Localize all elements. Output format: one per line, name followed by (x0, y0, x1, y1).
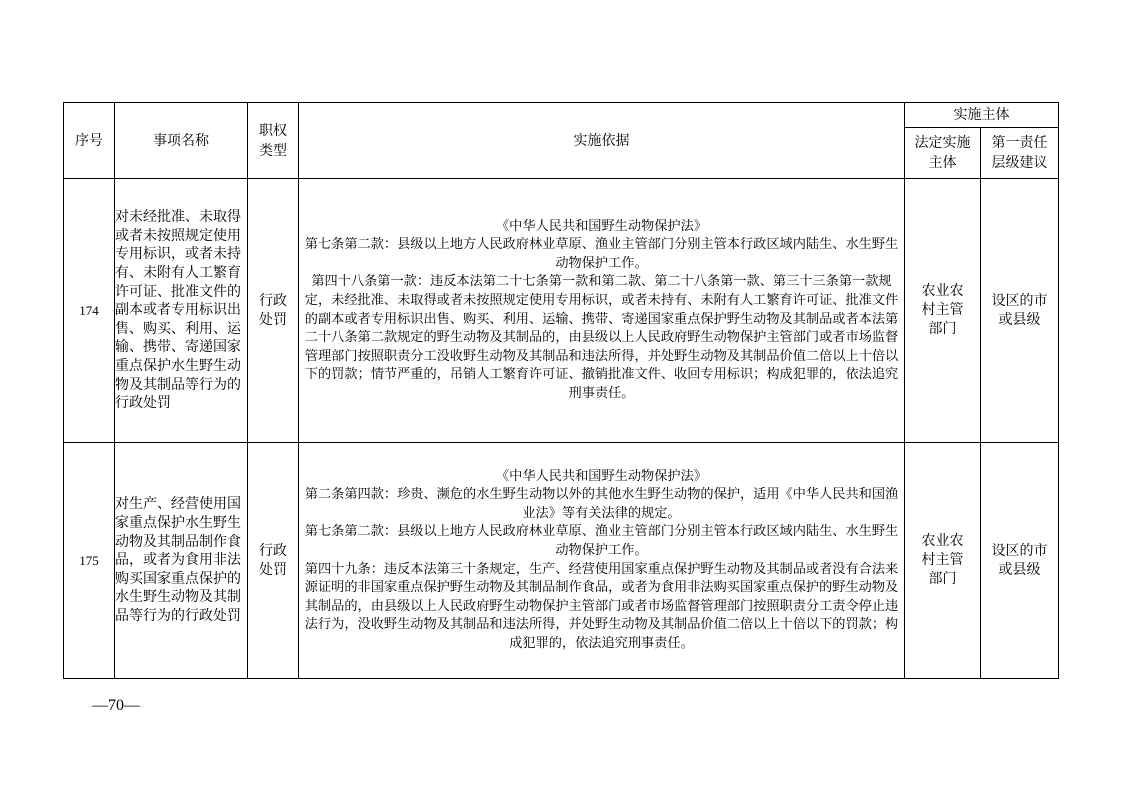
basis-law-title: 《中华人民共和国野生动物保护法》 (496, 218, 707, 234)
header-legal-subject: 法定实施主体 (905, 128, 981, 179)
basis-clause: 第七条第二款：县级以上地方人民政府林业草原、渔业主管部门分别主管本行政区域内陆生、水生野生动物保护工作。 (304, 237, 899, 271)
table-row (64, 179, 1059, 443)
item-name-text: 对生产、经营使用国家重点保护水生野生动物及其制品制作食品，或者为食用非法购买国家重点保护的水生野生动物及其制品等行为的行政处罚 (115, 496, 241, 624)
row-item-name (115, 443, 248, 679)
item-name-text: 对未经批准、未取得或者未按照规定使用专用标识，或者未持有、未附有人工繁育许可证、批准文件的副本或者专用标识出售、购买、利用、运输、携带、寄递国家重点保护水生野生动物及其制品等行为的行政处罚 (115, 209, 241, 412)
header-power-type: 职权类型 (248, 103, 299, 179)
row-power-type: 行政处罚 (248, 179, 299, 443)
header-first-level: 第一责任层级建议 (981, 128, 1059, 179)
row-legal-subject: 农业农村主管部门 (905, 443, 981, 679)
row-seq: 175 (64, 443, 115, 679)
basis-clause: 第七条第二款：县级以上地方人民政府林业草原、渔业主管部门分别主管本行政区域内陆生、水生野生动物保护工作。 (304, 524, 899, 558)
row-legal-subject: 农业农村主管部门 (905, 179, 981, 443)
basis-clause: 第二条第四款：珍贵、濒危的水生野生动物以外的其他水生野生动物的保护，适用《中华人民共和国渔业法》等有关法律的规定。 (304, 487, 899, 521)
basis-clause: 第四十九条：违反本法第三十条规定，生产、经营使用国家重点保护野生动物及其制品或者没有合法来源证明的非国家重点保护野生动物及其制品制作食品，或者为食用非法购买国家重点保护的野生动物及其制品的，由县级以上人民政府野生动物保护主管部门或者市场监督管理部门按照职责分工责令停止违法行为，没收野生动物及其制品和违法所得，并处野生动物及其制品价值二倍以上十倍以下的罚款；构成犯罪的，依法追究刑事责任。 (304, 561, 899, 651)
header-basis: 实施依据 (299, 103, 905, 179)
row-basis (299, 179, 905, 443)
header-row-1 (64, 103, 1059, 128)
table-row (64, 443, 1059, 679)
power-list-table (63, 102, 1059, 679)
row-first-level: 设区的市或县级 (981, 443, 1059, 679)
header-item-name: 事项名称 (115, 103, 248, 179)
row-first-level: 设区的市或县级 (981, 179, 1059, 443)
basis-clause: 第四十八条第一款：违反本法第二十七条第一款和第二款、第二十八条第一款、第三十三条第一款规定，未经批准、未取得或者未按照规定使用专用标识，或者未持有、未附有人工繁育许可证、批准文件的副本或者专用标识出售、购买、利用、运输、携带、寄递国家重点保护野生动物及其制品或者本法第二十八条第二款规定的野生动物及其制品的，由县级以上人民政府野生动物保护主管部门或者市场监督管理部门按照职责分工没收野生动物及其制品和违法所得，并处野生动物及其制品价值二倍以上十倍以下的罚款；情节严重的，吊销人工繁育许可证、撤销批准文件、收回专用标识；构成犯罪的，依法追究刑事责任。 (304, 274, 899, 401)
row-seq: 174 (64, 179, 115, 443)
row-item-name (115, 179, 248, 443)
header-seq: 序号 (64, 103, 115, 179)
row-power-type: 行政处罚 (248, 443, 299, 679)
page-number: —70— (92, 697, 140, 714)
basis-law-title: 《中华人民共和国野生动物保护法》 (496, 468, 707, 484)
row-basis (299, 443, 905, 679)
header-subject: 实施主体 (905, 103, 1059, 128)
